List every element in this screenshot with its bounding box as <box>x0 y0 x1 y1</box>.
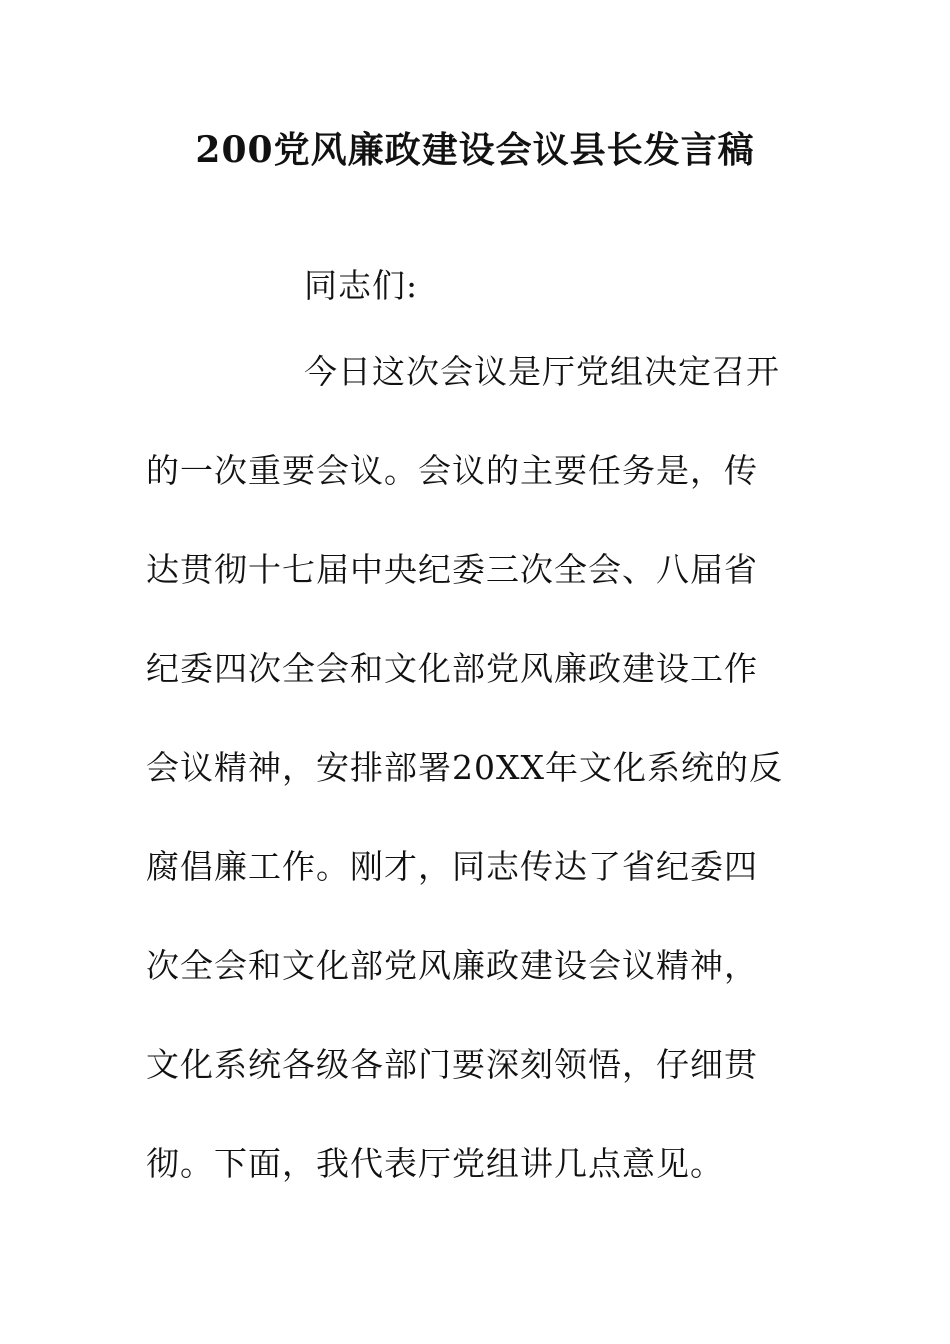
paragraph-line: 次全会和文化部党风廉政建设会议精神， <box>146 946 758 985</box>
paragraph-line: 腐倡廉工作。刚才，同志传达了省纪委四 <box>146 847 758 886</box>
paragraph-line: 今日这次会议是厅党组决定召开 <box>304 352 780 391</box>
paragraph-line: 彻。下面，我代表厅党组讲几点意见。 <box>146 1144 724 1183</box>
paragraph-line: 纪委四次全会和文化部党风廉政建设工作 <box>146 649 758 688</box>
document-title: 200党风廉政建设会议县长发言稿 <box>195 129 755 171</box>
paragraph-line: 达贯彻十七届中央纪委三次全会、八届省 <box>146 550 758 589</box>
paragraph-line: 的一次重要会议。会议的主要任务是，传 <box>146 451 758 490</box>
paragraph-line: 会议精神，安排部署20XX年文化系统的反 <box>146 748 783 787</box>
paragraph-line: 文化系统各级各部门要深刻领悟，仔细贯 <box>146 1045 758 1084</box>
salutation: 同志们: <box>304 266 419 305</box>
